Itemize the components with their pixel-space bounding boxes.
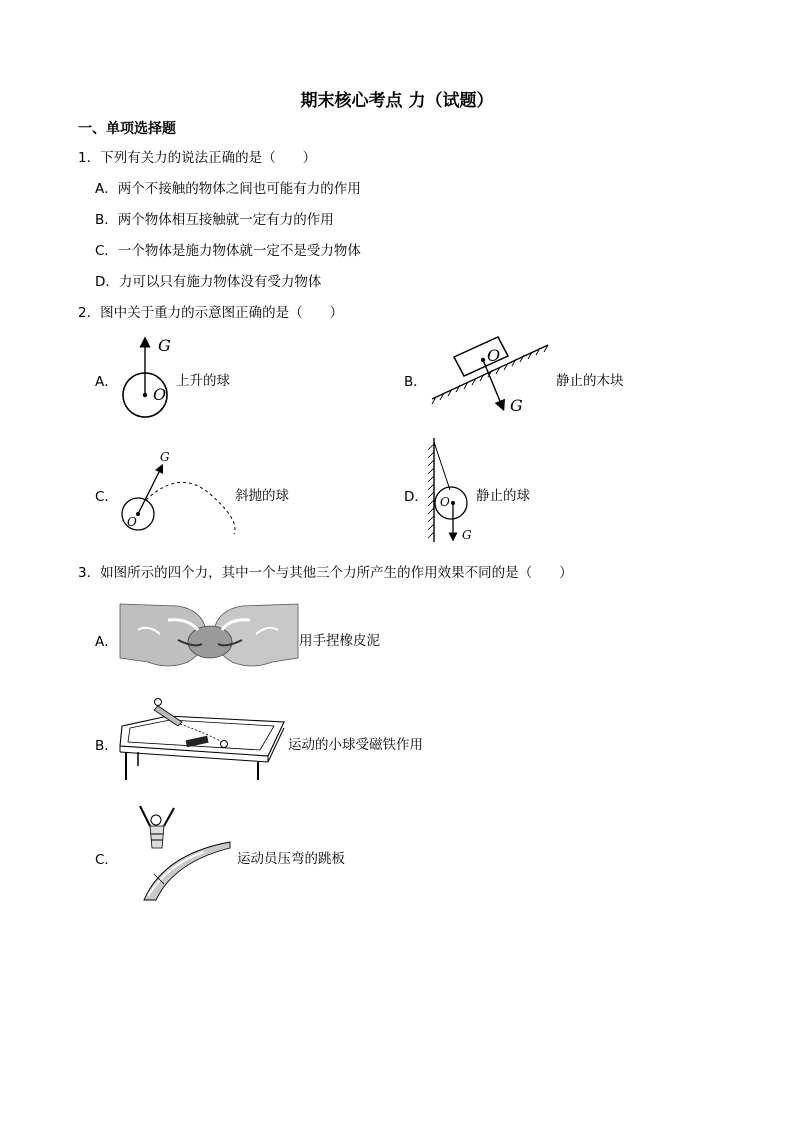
hands-squeezing-plasticine-image — [118, 600, 300, 672]
question-3-option-b-caption: 运动的小球受磁铁作用 — [288, 737, 423, 753]
question-2-option-b-caption: 静止的木块 — [556, 373, 624, 389]
page-title: 期末核心考点 力（试题） — [300, 91, 494, 111]
question-1-option-a[interactable]: A．两个不接触的物体之间也可能有力的作用 — [95, 181, 361, 197]
point-label-o-d: O — [440, 495, 450, 509]
question-3-option-a-caption: 用手捏橡皮泥 — [299, 633, 380, 649]
point-label-o-a: O — [153, 385, 167, 404]
ball-and-magnet-table-image — [118, 694, 288, 784]
question-1-option-d[interactable]: D．力可以只有施力物体没有受力物体 — [95, 274, 322, 290]
question-3-option-b-letter[interactable]: B． — [95, 738, 118, 754]
question-3-stem: 3．如图所示的四个力，其中一个与其他三个力所产生的作用效果不同的是（ ） — [78, 565, 573, 581]
section-heading: 一、单项选择题 — [78, 121, 176, 137]
question-1-stem: 1．下列有关力的说法正确的是（ ） — [78, 150, 317, 166]
point-label-o-c: O — [127, 515, 137, 529]
force-label-g-d: G — [462, 528, 472, 542]
diver-bending-springboard-image — [134, 804, 234, 904]
force-label-g-b: G — [510, 396, 523, 415]
question-2-stem: 2．图中关于重力的示意图正确的是（ ） — [78, 305, 344, 321]
question-1-option-c[interactable]: C．一个物体是施力物体就一定不是受力物体 — [95, 243, 361, 259]
question-2-option-b-letter[interactable]: B． — [404, 374, 427, 390]
force-label-g-c: G — [160, 450, 170, 464]
point-label-o-b: O — [487, 346, 501, 365]
question-3-option-c-letter[interactable]: C． — [95, 852, 118, 868]
question-2-option-c-letter[interactable]: C． — [95, 489, 118, 505]
force-label-g-a: G — [158, 336, 171, 355]
question-3-option-a-letter[interactable]: A． — [95, 634, 118, 650]
question-3-option-c-caption: 运动员压弯的跳板 — [237, 851, 345, 867]
question-2-option-a-letter[interactable]: A． — [95, 374, 118, 390]
question-2-option-a-caption: 上升的球 — [176, 373, 230, 389]
question-2-option-c-caption: 斜抛的球 — [235, 488, 289, 504]
question-2-option-d-letter[interactable]: D． — [404, 489, 428, 505]
question-2-option-d-caption: 静止的球 — [476, 488, 530, 504]
question-1-option-b[interactable]: B．两个物体相互接触就一定有力的作用 — [95, 212, 334, 228]
